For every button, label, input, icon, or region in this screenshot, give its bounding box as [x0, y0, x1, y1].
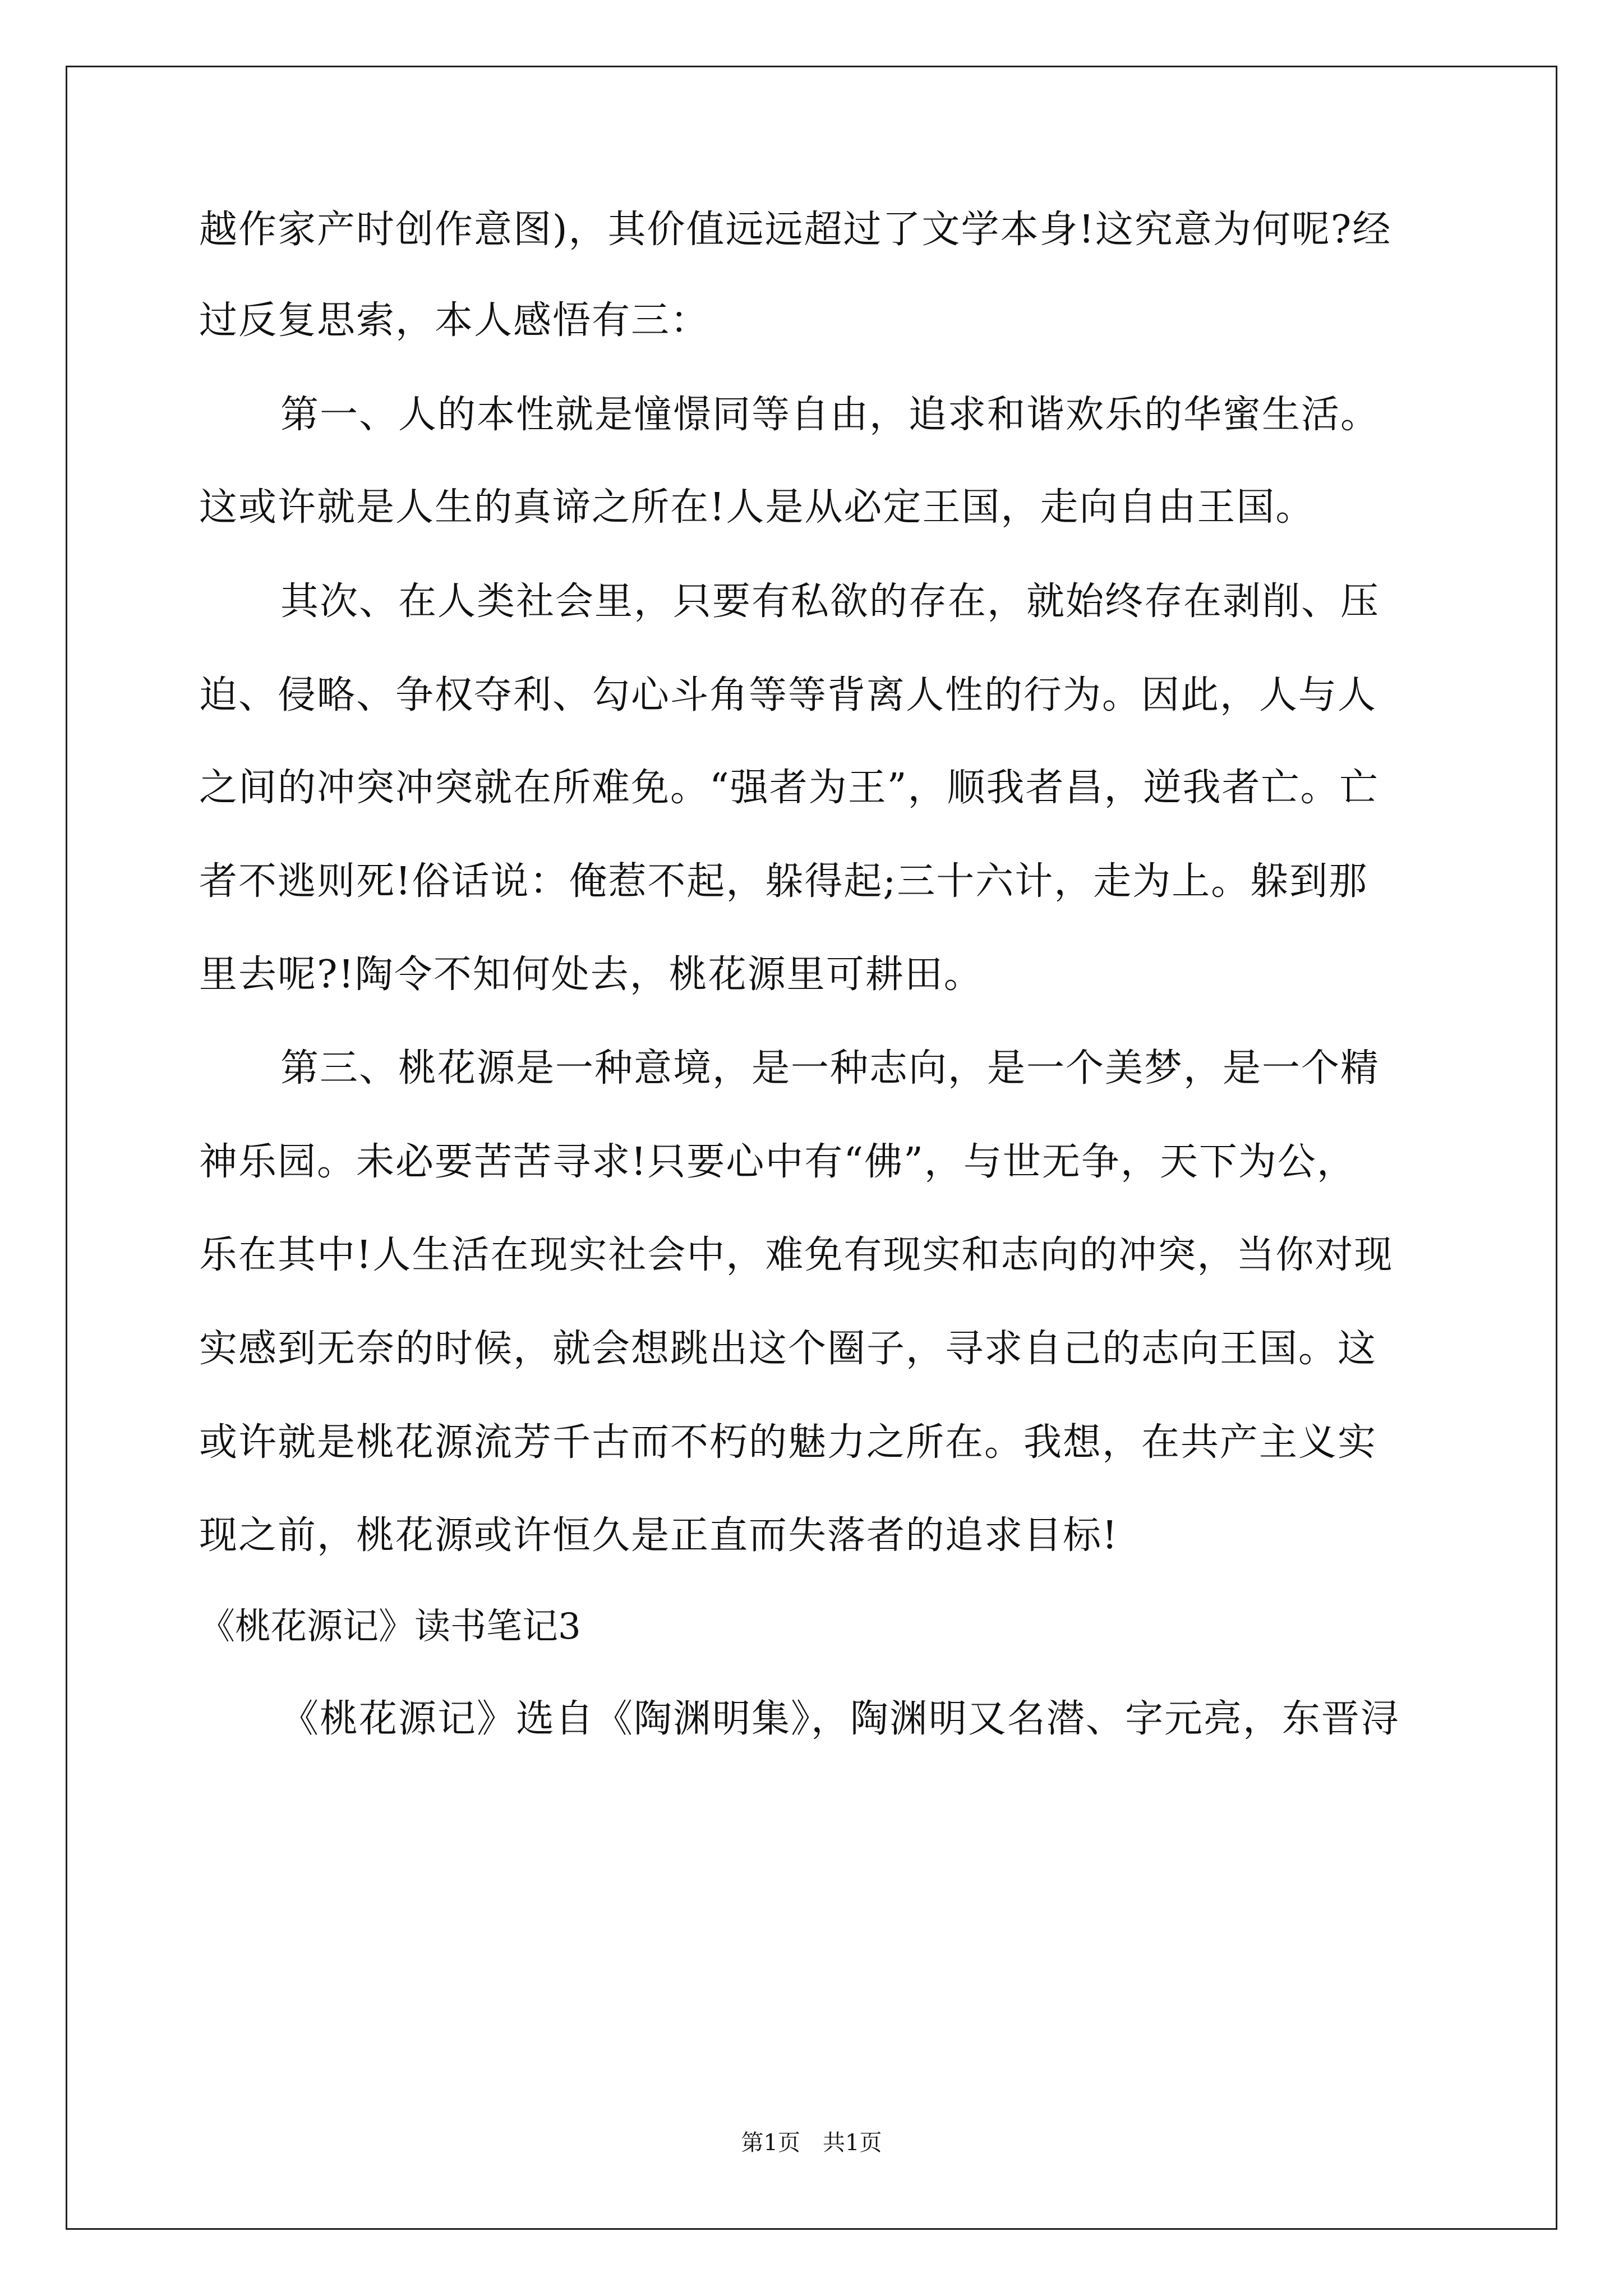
- text-line: 过反复思索，本人感悟有三：: [199, 298, 710, 343]
- paragraph-first-line: 《桃花源记》选自《陶渊明集》，陶渊明又名潜、字元亮，东晋浔: [280, 1697, 1400, 1741]
- text-line: 之间的冲突冲突就在所难免。“强者为王”，顺我者昌，逆我者亡。亡: [199, 766, 1379, 810]
- text-line: 神乐园。未必要苦苦寻求!只要心中有“佛”，与世无争，天下为公，: [199, 1140, 1356, 1184]
- paragraph-first-line: 其次、在人类社会里，只要有私欲的存在，就始终存在剥削、压: [280, 579, 1380, 624]
- text-line: 里去呢?!陶令不知何处去，桃花源里可耕田。: [199, 953, 983, 997]
- text-line: 这或许就是人生的真谛之所在!人是从必定王国，走向自由王国。: [199, 485, 1315, 530]
- text-line: 实感到无奈的时候，就会想跳出这个圈子，寻求自己的志向王国。这: [199, 1327, 1377, 1371]
- text-line: 或许就是桃花源流芳千古而不朽的魅力之所在。我想，在共产主义实: [199, 1420, 1377, 1465]
- text-line: 迫、侵略、争权夺利、勾心斗角等等背离人性的行为。因此，人与人: [199, 673, 1377, 717]
- section-heading: 《桃花源记》读书笔记3: [199, 1606, 581, 1648]
- text-line: 越作家产时创作意图)，其价值远远超过了文学本身!这究意为何呢?经: [199, 208, 1392, 252]
- page-footer: 第1页 共1页: [741, 2130, 882, 2156]
- text-line: 乐在其中!人生活在现实社会中，难免有现实和志向的冲突，当你对现: [199, 1233, 1394, 1277]
- text-line: 现之前，桃花源或许恒久是正直而失落者的追求目标!: [199, 1513, 1119, 1558]
- paragraph-first-line: 第三、桃花源是一种意境，是一种志向，是一个美梦，是一个精: [280, 1046, 1380, 1091]
- text-line: 者不逃则死!俗话说：俺惹不起，躲得起;三十六计，走为上。躲到那: [199, 859, 1368, 904]
- paragraph-first-line: 第一、人的本性就是憧憬同等自由，追求和谐欢乐的华蜜生活。: [280, 393, 1380, 437]
